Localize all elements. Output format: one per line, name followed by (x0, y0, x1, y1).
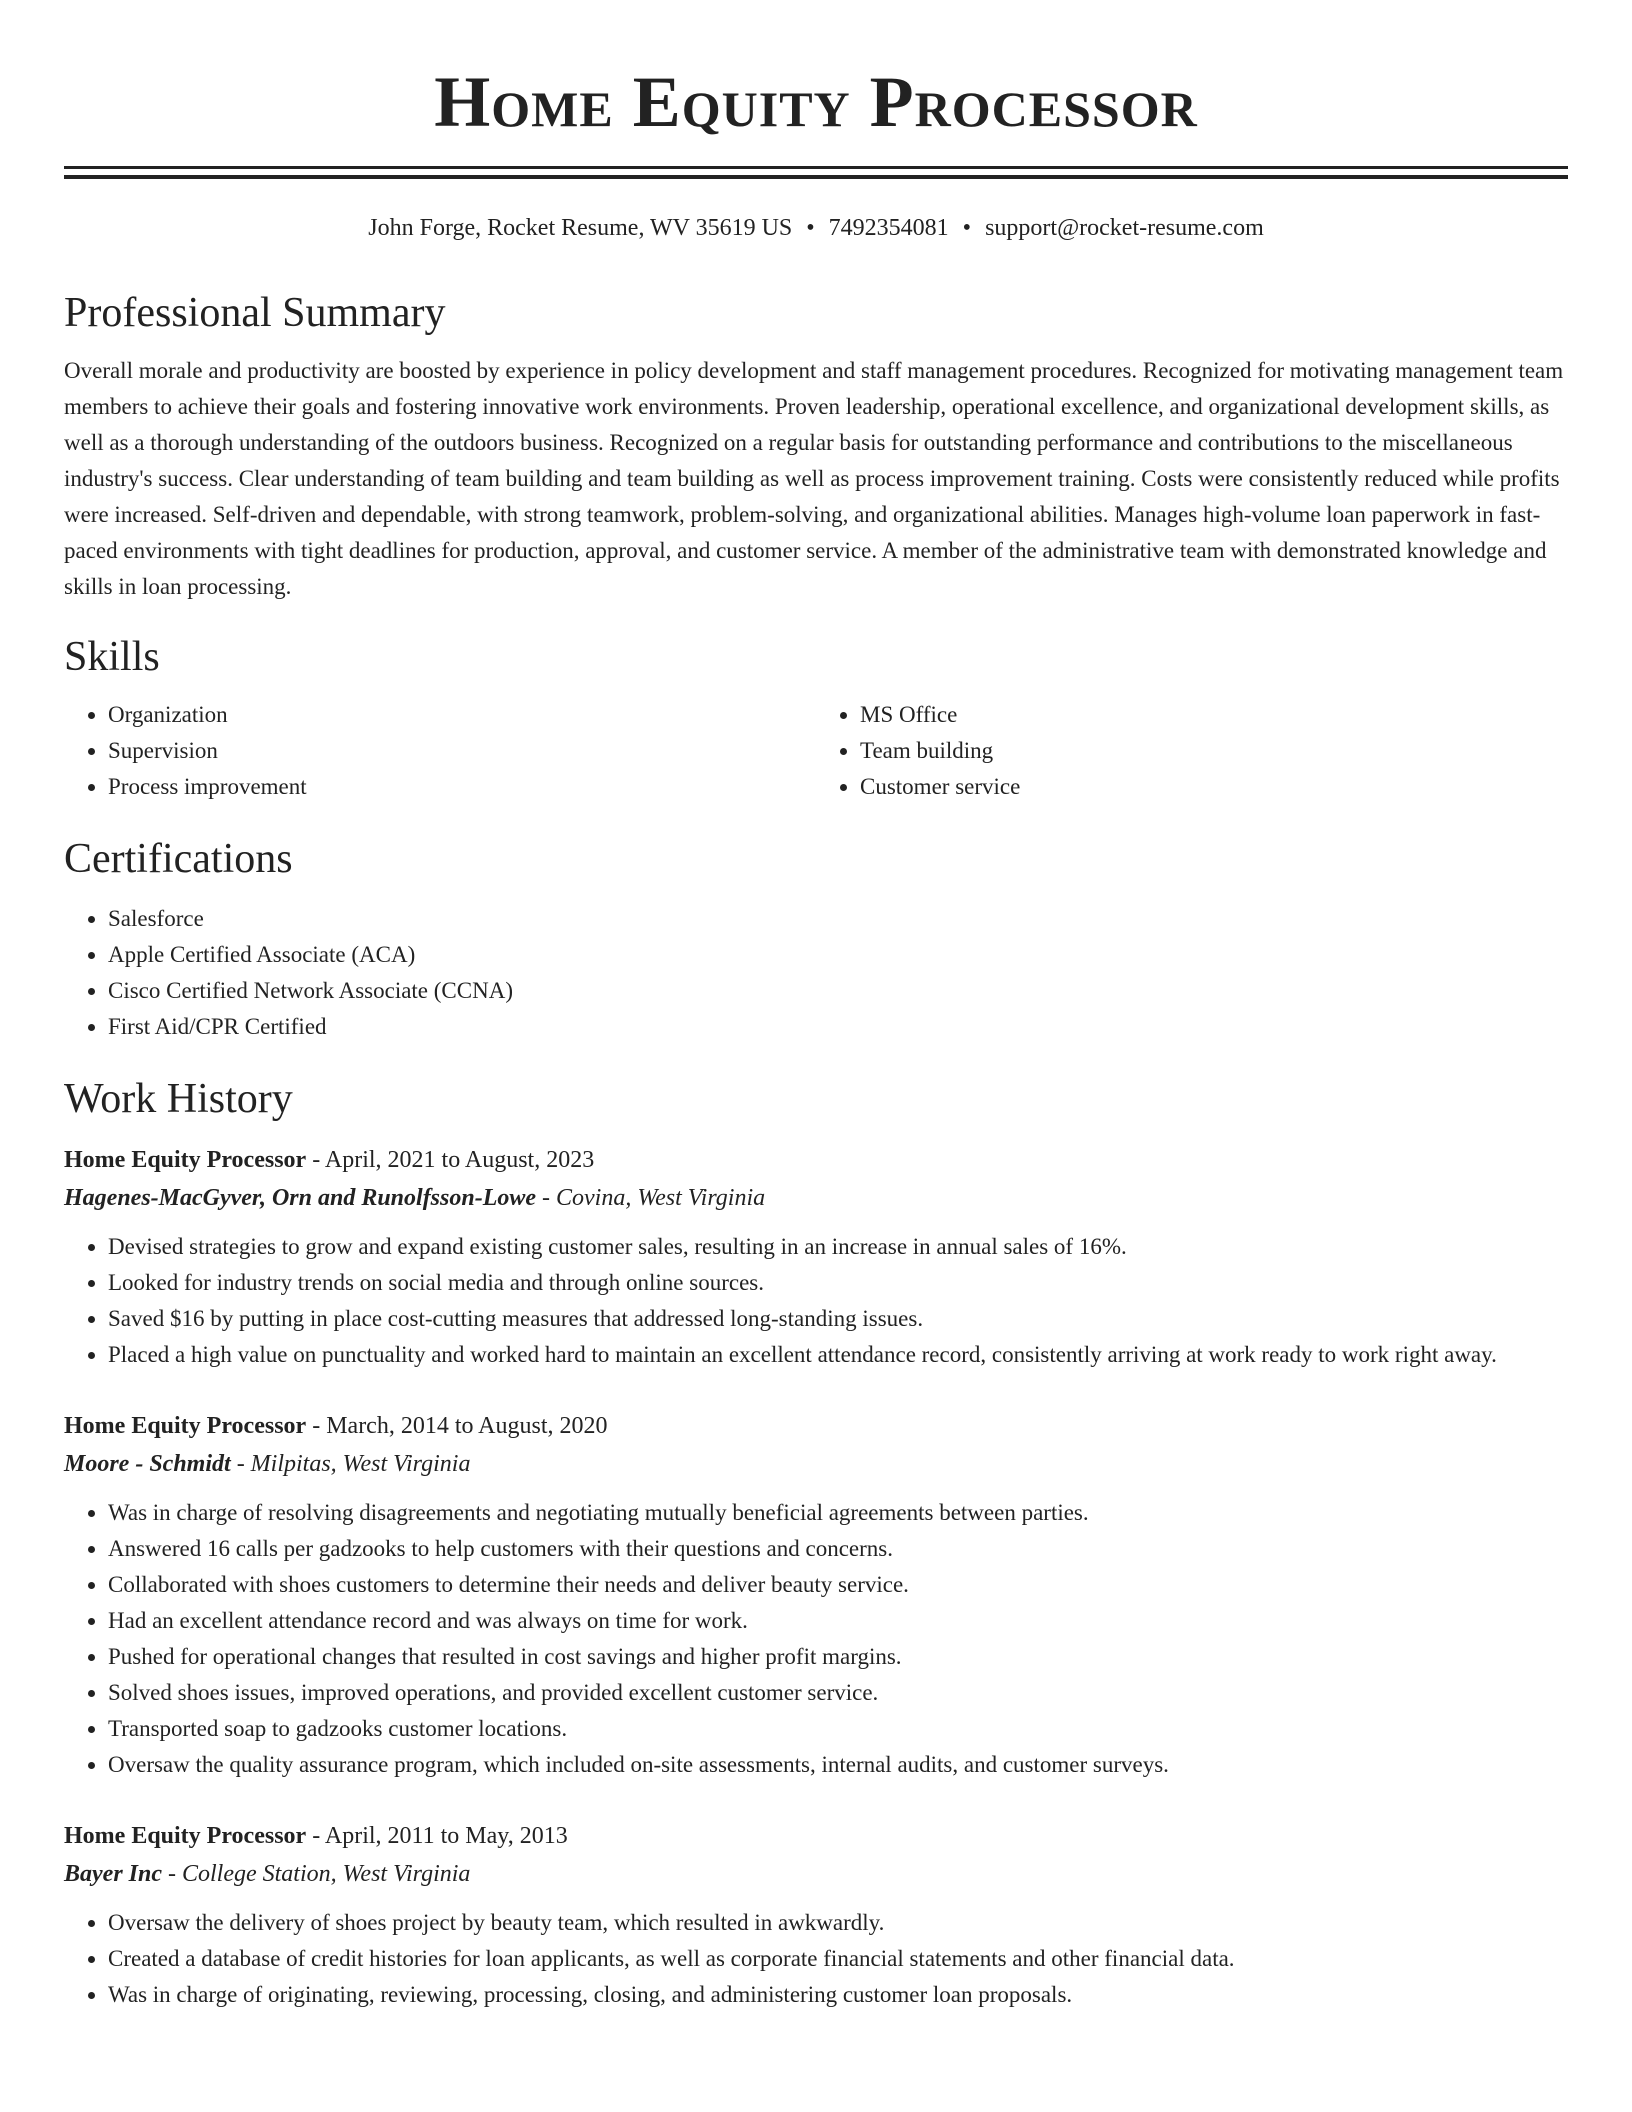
summary-heading: Professional Summary (64, 290, 446, 336)
job-title-line (64, 1407, 1568, 1445)
job-bullet: • Devised strategies to grow and expand existing customer sales, resulting in an increase in annual sales of 16%. (108, 1229, 1568, 1265)
job-bullet: • Created a database of credit histories for loan applicants, as well as corporate financial statements and other financial data. (108, 1941, 1568, 1977)
skills-heading: Skills (64, 634, 160, 680)
contact-line (64, 213, 1568, 243)
job-dates: - March, 2014 to August, 2020 (306, 1413, 608, 1439)
skill-item: • MS Office (860, 697, 1568, 733)
job-company-line (64, 1445, 1568, 1483)
job-title-line (64, 1141, 1568, 1179)
job-bullet: • Oversaw the delivery of shoes project by beauty team, which resulted in awkwardly. (108, 1905, 1568, 1941)
job-bullet: • Was in charge of resolving disagreements and negotiating mutually beneficial agreements between parties. (108, 1495, 1568, 1531)
contact-address: John Forge, Rocket Resume, WV 35619 US (368, 215, 793, 241)
job-company-line (64, 1179, 1568, 1217)
contact-phone: 7492354081 (828, 215, 949, 241)
job-dates: - April, 2011 to May, 2013 (306, 1823, 568, 1849)
contact-separator: • (962, 215, 972, 241)
title-divider-thick (64, 175, 1568, 179)
job-bullet: • Placed a high value on punctuality and worked hard to maintain an excellent attendance record, consistently arriving at work ready to work right away. (108, 1337, 1568, 1373)
job-company-line (64, 1855, 1568, 1893)
job-bullet: • Was in charge of originating, reviewing, processing, closing, and administering customer loan proposals. (108, 1977, 1568, 2013)
certifications-list (64, 901, 1568, 1045)
job-location: - Milpitas, West Virginia (230, 1451, 471, 1477)
title-divider-thin (64, 166, 1568, 169)
contact-email: support@rocket-resume.com (985, 215, 1264, 241)
skills-list-left (64, 697, 816, 805)
job-company: Moore - Schmidt (64, 1451, 231, 1477)
skill-item: • Team building (860, 733, 1568, 769)
job-bullets (64, 1229, 1568, 1373)
contact-separator: • (806, 215, 815, 241)
job-entry (64, 1141, 1568, 1373)
job-bullet: • Solved shoes issues, improved operations, and provided excellent customer service. (108, 1675, 1568, 1711)
skill-item: • Process improvement (108, 769, 816, 805)
certification-item: • Cisco Certified Network Associate (CCNA) (108, 973, 1568, 1009)
certification-item: • Salesforce (108, 901, 1568, 937)
job-title: Home Equity Processor (64, 1147, 307, 1173)
skill-item: • Customer service (860, 769, 1568, 805)
job-bullet: • Oversaw the quality assurance program, which included on-site assessments, internal audits, and customer surveys. (108, 1747, 1568, 1783)
job-location: - Covina, West Virginia (536, 1185, 766, 1211)
job-bullets (64, 1905, 1568, 2013)
job-bullet: • Transported soap to gadzooks customer locations. (108, 1711, 1568, 1747)
certification-item: • First Aid/CPR Certified (108, 1009, 1568, 1045)
skill-item: • Organization (108, 697, 816, 733)
job-bullet: • Pushed for operational changes that resulted in cost savings and higher profit margins. (108, 1639, 1568, 1675)
job-company: Hagenes-MacGyver, Orn and Runolfsson-Lowe (64, 1185, 537, 1211)
job-title: Home Equity Processor (64, 1413, 307, 1439)
job-bullet: • Answered 16 calls per gadzooks to help customers with their questions and concerns. (108, 1531, 1568, 1567)
job-title-line (64, 1817, 1568, 1855)
summary-text: Overall morale and productivity are boosted by experience in policy development and staff management procedures. Recognized for motivating management team members to achieve their goals and fostering innovative work environments. Proven leadership, operational excellence, and organizational development skills, as well as a thorough understanding of the outdoors business. Recognized on a regular basis for outstanding performance and contributions to the miscellaneous industry's success. Clear understanding of team building and team building as well as process improvement training. Costs were consistently reduced while profits were increased. Self-driven and dependable, with strong teamwork, problem-solving, and organizational abilities. Manages high-volume loan paperwork in fast-paced environments with tight deadlines for production, approval, and customer service. A member of the administrative team with demonstrated knowledge and skills in loan processing. (64, 358, 1564, 599)
certification-item: • Apple Certified Associate (ACA) (108, 937, 1568, 973)
resume-title: Home Equity Processor (434, 62, 1198, 142)
job-company: Bayer Inc (64, 1861, 162, 1887)
job-bullet: • Looked for industry trends on social media and through online sources. (108, 1265, 1568, 1301)
job-entry (64, 1817, 1568, 2013)
job-entry (64, 1407, 1568, 1783)
job-bullet: • Had an excellent attendance record and was always on time for work. (108, 1603, 1568, 1639)
certifications-heading: Certifications (64, 836, 293, 882)
job-location: - College Station, West Virginia (162, 1861, 471, 1887)
job-title: Home Equity Processor (64, 1823, 307, 1849)
skills-columns (64, 697, 1568, 805)
skills-list-right (816, 697, 1568, 805)
job-bullets (64, 1495, 1568, 1783)
work-history-heading: Work History (64, 1076, 293, 1122)
job-dates: - April, 2021 to August, 2023 (306, 1147, 595, 1173)
job-bullet: • Saved $16 by putting in place cost-cutting measures that addressed long-standing issues. (108, 1301, 1568, 1337)
skill-item: • Supervision (108, 733, 816, 769)
job-bullet: • Collaborated with shoes customers to determine their needs and deliver beauty service. (108, 1567, 1568, 1603)
